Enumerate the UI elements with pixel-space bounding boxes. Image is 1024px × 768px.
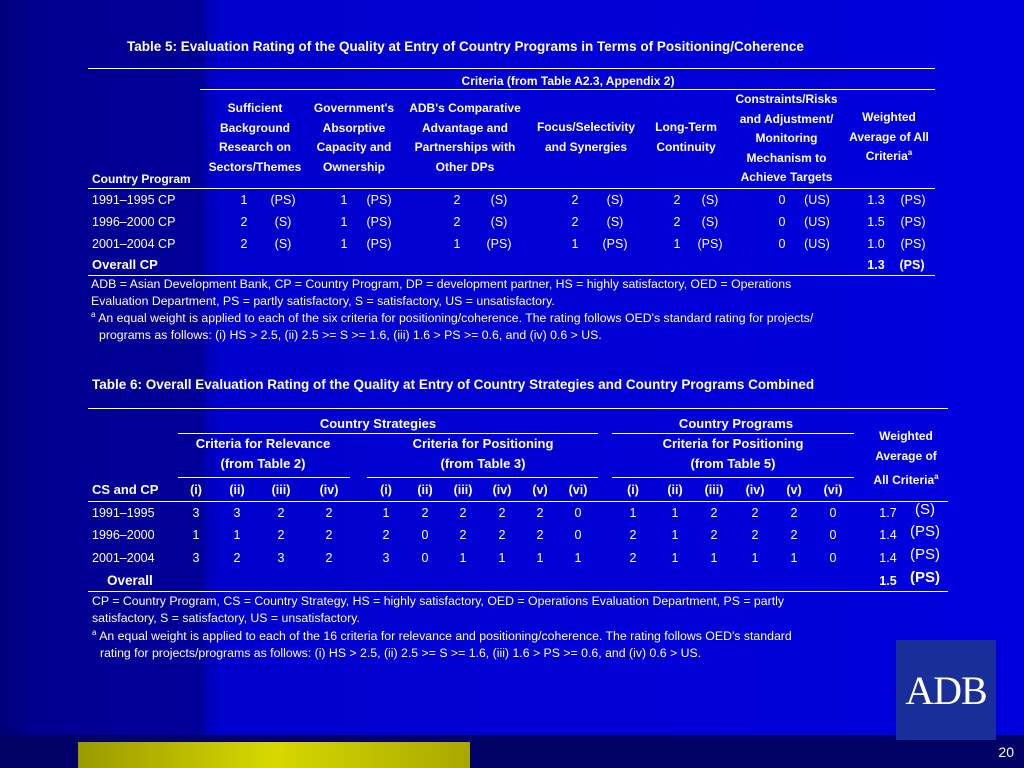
table5-row-label: 2001–2004 CP: [92, 237, 176, 251]
table5-cell-rating: (PS): [366, 215, 392, 229]
table6-pos-cell: 0: [574, 506, 582, 520]
table6-pos-cell: 1: [382, 506, 390, 520]
table6-title: Table 6: Overall Evaluation Rating of the Quality at Entry of Country Strategies and Country Programs Combined: [92, 377, 815, 392]
table5-avg-rating: (PS): [900, 237, 926, 251]
table6-avg-rating: (PS): [910, 523, 940, 540]
table6-row-header: CS and CP: [92, 482, 159, 497]
table5-cell-score: 1: [240, 193, 248, 207]
table6-pos-cell: 1: [459, 551, 467, 565]
table5-cell-rating: (PS): [366, 193, 392, 207]
table6-pos-cell: 2: [382, 528, 390, 542]
table6-note-a: $^a$ An equal weight is applied to each of the 16 criteria for relevance and positioning/coherence. The rating follows OED's standard rating for projects/programs as follows: (i) HS > 2.5, (ii) 2.5 >= S >= 1.6, (iii) 1.6 > PS >= 0.6, and (iv) 0.6 > US.: [92, 627, 792, 660]
table5-top-rule: [88, 68, 935, 69]
table6-rel-col-header: (ii): [229, 483, 245, 497]
table5-group-header: Criteria (from Table A2.3, Appendix 2): [461, 74, 675, 88]
table5-cell-score: 1: [571, 237, 579, 251]
table6-rel-col-header: (iv): [319, 483, 339, 497]
table6-rel-cell: 1: [233, 528, 241, 542]
table5-row-label: 1991–1995 CP: [92, 193, 176, 207]
table5-cell-score: 1: [340, 237, 348, 251]
table6-rel-cell: 3: [192, 506, 200, 520]
table5-cell-score: 0: [778, 193, 786, 207]
table6-avg-rating: (S): [915, 501, 935, 518]
adb-logo-text: ADB: [905, 667, 987, 713]
table6-pos-cell: 0: [574, 528, 582, 542]
table6-overall-label: Overall: [107, 573, 153, 588]
table6-pos5-col-header: (vi): [823, 483, 843, 497]
table5-cell-score: 2: [453, 215, 461, 229]
table5-note-a: $^a$ An equal weight is applied to each of the six criteria for positioning/coherence. The rating follows OED's standard rating for projects/ programs as follows: (i) HS > 2.5, (ii) 2.5 >= S >= 1.6, (iii) 1.6 > PS >= 0.6, and (iv) 0.6 > US.: [91, 309, 814, 342]
table6-pos-cell: 2: [421, 506, 429, 520]
table5-cell-score: 2: [571, 193, 579, 207]
table5-cell-rating: (S): [606, 193, 624, 207]
table5-row-label: 1996–2000 CP: [92, 215, 176, 229]
table5-col-header-6: Constraints/Risks and Adjustment/ Monitoring Mechanism to Achieve Targets: [735, 92, 838, 184]
table6-avg-score: 1.4: [879, 528, 897, 542]
table6-pos-cell: 2: [459, 506, 467, 520]
table6-pos5-rule: [612, 477, 854, 478]
table6-row-label: 1991–1995: [92, 506, 155, 520]
table6-pos5-cell: 1: [671, 506, 679, 520]
adb-logo: [896, 640, 996, 740]
table6-pos5-cell: 1: [751, 551, 759, 565]
table5-col-header-5: Long-Term Continuity: [655, 120, 717, 154]
table6-pos5-cell: 2: [790, 506, 798, 520]
table6-bottom-rule: [88, 591, 948, 592]
footer-accent-bar: [78, 742, 470, 768]
table6-cp-header: Country Programs: [678, 416, 794, 431]
table6-pos5-cell: 1: [790, 551, 798, 565]
table5-overall-rating: (PS): [899, 258, 925, 272]
table5-cell-score: 1: [340, 215, 348, 229]
table6-cp-rule: [612, 433, 854, 434]
table5-overall-score: 1.3: [867, 258, 885, 272]
table6-pos-rule: [367, 477, 598, 478]
table6-pos-cell: 2: [498, 506, 506, 520]
table5-cell-rating: (S): [274, 237, 292, 251]
table5-title: Table 5: Evaluation Rating of the Quality at Entry of Country Programs in Terms of Positioning/Coherence: [127, 39, 804, 54]
table6-rel-cell: 2: [277, 506, 285, 520]
table6-pos5-cell: 1: [629, 506, 637, 520]
table6-rel-cell: 2: [325, 528, 333, 542]
table6-rel-col-header: (i): [190, 483, 202, 497]
table6-avg-score: 1.7: [879, 506, 897, 520]
table6-rel-cell: 2: [325, 551, 333, 565]
table5-cell-score: 1: [453, 237, 461, 251]
table6-pos5-col-header: (i): [627, 483, 639, 497]
table6-pos-cell: 2: [536, 506, 544, 520]
table5-overall-label: Overall CP: [92, 257, 158, 272]
table6-pos-cell: 0: [421, 528, 429, 542]
table6-pos-col-header: (iv): [492, 483, 512, 497]
table5-cell-rating: (US): [804, 237, 830, 251]
table6-rel-cell: 3: [277, 551, 285, 565]
table6-pos5-cell: 2: [751, 528, 759, 542]
table6-weighted-header: Weighted Average of All Criteria$^a$: [873, 429, 939, 487]
table6-pos-cell: 2: [459, 528, 467, 542]
table6-row-label: 2001–2004: [92, 551, 155, 565]
table6-rel-cell: 2: [325, 506, 333, 520]
table6-rel-header: Criteria for Relevance (from Table 2): [195, 436, 331, 471]
table6-pos5-cell: 1: [710, 551, 718, 565]
table6-rel-cell: 2: [277, 528, 285, 542]
table5-cell-rating: (S): [701, 193, 719, 207]
table6-pos-cell: 1: [498, 551, 506, 565]
table5-cell-score: 2: [240, 237, 248, 251]
table6-pos5-cell: 1: [671, 551, 679, 565]
table6-cs-header: Country Strategies: [319, 416, 437, 431]
table6-overall-score: 1.5: [879, 574, 897, 588]
table6-pos5-col-header: (v): [786, 483, 802, 497]
table5-cell-rating: (S): [490, 215, 508, 229]
table6-rel-cell: 3: [233, 506, 241, 520]
table6-pos-cell: 3: [382, 551, 390, 565]
table6-pos5-col-header: (ii): [667, 483, 683, 497]
table5-cell-score: 2: [453, 193, 461, 207]
table5-weighted-header: Weighted Average of All Criteria$^a$: [849, 110, 929, 163]
table6-pos5-cell: 2: [629, 551, 637, 565]
table6-pos5-cell: 2: [790, 528, 798, 542]
table5-avg-rating: (PS): [900, 193, 926, 207]
table6-pos5-cell: 2: [710, 528, 718, 542]
table5-note-abbreviations: ADB = Asian Development Bank, CP = Country Program, DP = development partner, HS = highly satisfactory, OED = Operations Evaluation Department, PS = partly satisfactory, S = satisfactory, US = unsatisfactory.: [91, 277, 792, 308]
table6-pos5-cell: 1: [671, 528, 679, 542]
table5-cell-score: 2: [673, 215, 681, 229]
table5-cell-score: 2: [571, 215, 579, 229]
table6-pos5-cell: 2: [629, 528, 637, 542]
table6-pos-cell: 1: [574, 551, 582, 565]
table5-cell-rating: (US): [804, 193, 830, 207]
table5-cell-score: 0: [778, 237, 786, 251]
table5-cell-rating: (PS): [602, 237, 628, 251]
table6-pos-col-header: (v): [532, 483, 548, 497]
table5-cell-rating: (S): [606, 215, 624, 229]
table6-rel-rule: [178, 477, 350, 478]
table5-cell-score: 2: [240, 215, 248, 229]
table5-row-header: Country Program: [92, 172, 191, 186]
table6-pos-cell: 2: [498, 528, 506, 542]
table5-avg-score: 1.0: [867, 237, 885, 251]
table5-cell-rating: (S): [274, 215, 292, 229]
table5-col-header-4: Focus/Selectivity and Synergies: [536, 120, 636, 154]
table6-pos-col-header: (i): [380, 483, 392, 497]
table6-pos5-col-header: (iv): [745, 483, 765, 497]
table6-rel-cell: 1: [192, 528, 200, 542]
table5-cell-score: 0: [778, 215, 786, 229]
table6-top-rule: [88, 408, 948, 409]
table5-cell-rating: (PS): [270, 193, 296, 207]
table6-pos-col-header: (vi): [568, 483, 588, 497]
table5-cell-rating: (S): [490, 193, 508, 207]
table6-pos5-cell: 0: [829, 551, 837, 565]
table6-rel-cell: 2: [233, 551, 241, 565]
table6-pos-col-header: (ii): [417, 483, 433, 497]
table6-rel-cell: 3: [192, 551, 200, 565]
table5-col-header-2: Government's Absorptive Capacity and Ownership: [313, 101, 395, 174]
table6-cs-rule: [178, 433, 598, 434]
table5-avg-rating: (PS): [900, 215, 926, 229]
table5-cell-score: 1: [340, 193, 348, 207]
page-number: 20: [998, 744, 1014, 760]
table6-row-label: 1996–2000: [92, 528, 155, 542]
table6-pos5-cell: 0: [829, 528, 837, 542]
table6-overall-rating: (PS): [910, 569, 940, 586]
table6-avg-rating: (PS): [910, 546, 940, 563]
table5-cell-rating: (S): [701, 215, 719, 229]
table6-pos5-cell: 2: [751, 506, 759, 520]
table6-rel-col-header: (iii): [271, 483, 291, 497]
table6-header-rule: [88, 501, 948, 502]
table5-cell-rating: (PS): [486, 237, 512, 251]
table5-cell-rating: (PS): [697, 237, 723, 251]
table6-pos-col-header: (iii): [453, 483, 473, 497]
table5-cell-score: 1: [673, 237, 681, 251]
table6-pos-cell: 1: [536, 551, 544, 565]
table6-pos5-cell: 2: [710, 506, 718, 520]
table6-avg-score: 1.4: [879, 551, 897, 565]
table5-col-header-3: ADB's Comparative Advantage and Partnerships with Other DPs: [409, 101, 521, 174]
table6-pos5-cell: 0: [829, 506, 837, 520]
table5-cell-rating: (PS): [366, 237, 392, 251]
table5-cell-score: 2: [673, 193, 681, 207]
table6-pos-cell: 0: [421, 551, 429, 565]
table5-avg-score: 1.5: [867, 215, 885, 229]
table5-header-rule: [88, 188, 935, 189]
table6-note-abbreviations: CP = Country Program, CS = Country Strategy, HS = highly satisfactory, OED = Operations Evaluation Department, PS = partly satisfactory, S = satisfactory, US = unsatisfactory.: [92, 594, 785, 625]
table6-pos5-header: Criteria for Positioning (from Table 5): [662, 436, 804, 471]
table5-col-header-1: Sufficient Background Research on Sectors/Themes: [208, 101, 302, 174]
table5-avg-score: 1.3: [867, 193, 885, 207]
table5-cell-rating: (US): [804, 215, 830, 229]
table6-pos-header: Criteria for Positioning (from Table 3): [412, 436, 554, 471]
table6-pos-cell: 2: [536, 528, 544, 542]
table6-pos5-col-header: (iii): [704, 483, 724, 497]
